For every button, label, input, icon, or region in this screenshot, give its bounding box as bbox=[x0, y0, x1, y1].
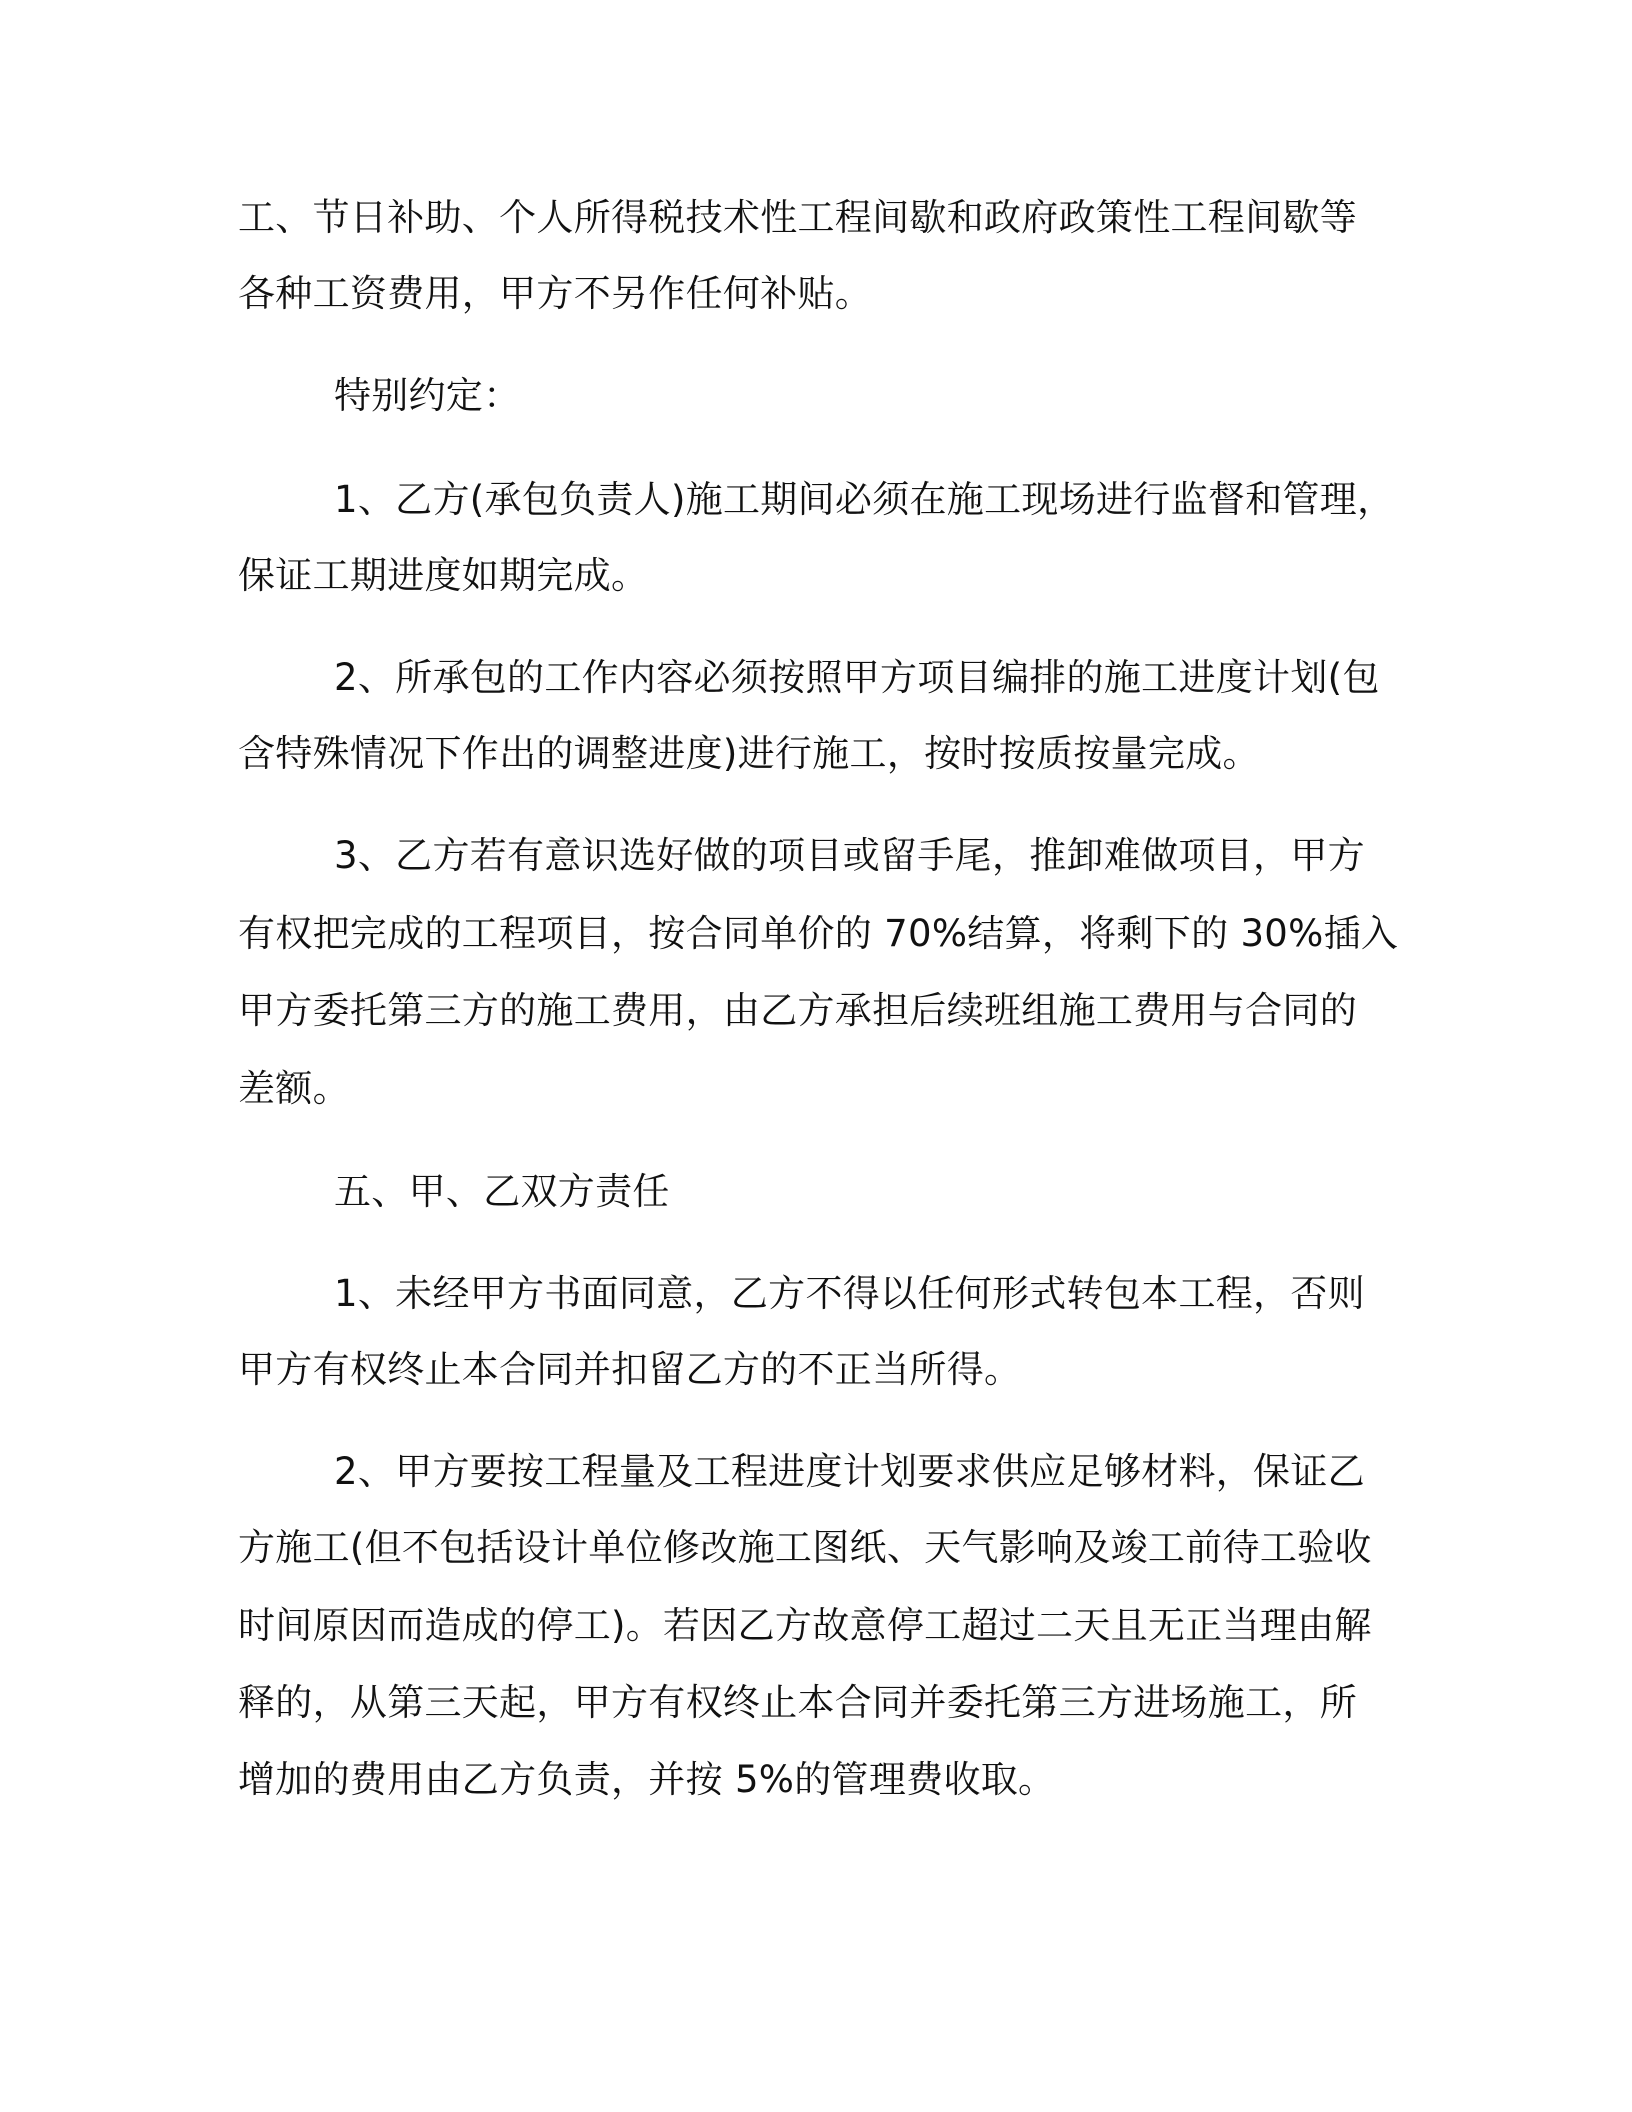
clause-line: 2、所承包的工作内容必须按照甲方项目编排的施工进度计划(包 bbox=[334, 656, 1380, 699]
section-heading: 五、甲、乙双方责任 bbox=[334, 1170, 670, 1213]
clause-line: 2、甲方要按工程量及工程进度计划要求供应足够材料，保证乙 bbox=[334, 1450, 1365, 1493]
clause-line: 1、乙方(承包负责人)施工期间必须在施工现场进行监督和管理， bbox=[334, 478, 1395, 521]
clause-line: 含特殊情况下作出的调整进度)进行施工，按时按质按量完成。 bbox=[238, 732, 1260, 775]
clause-line: 有权把完成的工程项目，按合同单价的 70%结算，将剩下的 30%插入 bbox=[238, 912, 1399, 955]
clause-line: 保证工期进度如期完成。 bbox=[238, 554, 649, 597]
clause-line: 差额。 bbox=[238, 1067, 350, 1110]
special-terms-heading: 特别约定： bbox=[334, 374, 521, 417]
clause-line: 释的，从第三天起，甲方有权终止本合同并委托第三方进场施工，所 bbox=[238, 1681, 1357, 1724]
clause-line: 1、未经甲方书面同意，乙方不得以任何形式转包本工程，否则 bbox=[334, 1272, 1365, 1315]
clause-line: 甲方有权终止本合同并扣留乙方的不正当所得。 bbox=[238, 1348, 1022, 1391]
body-text-line: 工、节日补助、个人所得税技术性工程间歇和政府政策性工程间歇等 bbox=[238, 196, 1357, 239]
clause-line: 甲方委托第三方的施工费用，由乙方承担后续班组施工费用与合同的 bbox=[238, 989, 1357, 1032]
clause-line: 方施工(但不包括设计单位修改施工图纸、天气影响及竣工前待工验收 bbox=[238, 1526, 1372, 1569]
clause-line: 3、乙方若有意识选好做的项目或留手尾，推卸难做项目，甲方 bbox=[334, 834, 1365, 877]
body-text-line: 各种工资费用，甲方不另作任何补贴。 bbox=[238, 272, 873, 315]
clause-line: 增加的费用由乙方负责，并按 5%的管理费收取。 bbox=[238, 1758, 1056, 1801]
clause-line: 时间原因而造成的停工)。若因乙方故意停工超过二天且无正当理由解 bbox=[238, 1604, 1372, 1647]
